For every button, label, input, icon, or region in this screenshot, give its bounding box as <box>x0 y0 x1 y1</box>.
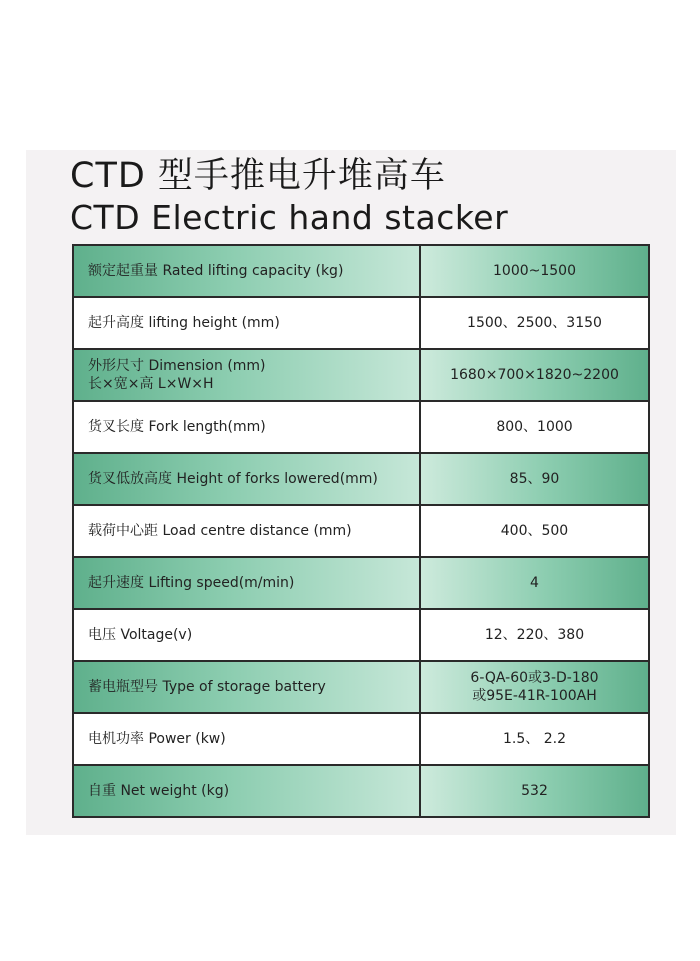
table-row-lifting-height <box>73 297 649 349</box>
row-value: 12、220、380 <box>420 609 649 661</box>
row-value: 1680×700×1820~2200 <box>420 349 649 401</box>
spec-table <box>72 244 650 818</box>
table-row-net-weight <box>73 765 649 817</box>
row-label: 货叉低放高度 Height of forks lowered(mm) <box>73 453 420 505</box>
row-label: 货叉长度 Fork length(mm) <box>73 401 420 453</box>
row-value-line1: 6-QA-60或3-D-180 <box>470 670 599 686</box>
row-value: 1.5、 2.2 <box>420 713 649 765</box>
row-value: 85、90 <box>420 453 649 505</box>
table-row-lifting-speed <box>73 557 649 609</box>
row-label: 电机功率 Power (kw) <box>73 713 420 765</box>
row-value: 400、500 <box>420 505 649 557</box>
title-chinese: CTD 型手推电升堆高车 <box>70 156 446 196</box>
table-row-load-centre <box>73 505 649 557</box>
row-label-line1: 外形尺寸 Dimension (mm) <box>88 358 266 374</box>
table-row-voltage <box>73 609 649 661</box>
row-label: 蓄电瓶型号 Type of storage battery <box>73 661 420 713</box>
row-value-line2: 或95E-41R-100AH <box>472 688 597 704</box>
table-row-forks-lowered <box>73 453 649 505</box>
title-english: CTD Electric hand stacker <box>70 198 509 237</box>
row-value: 4 <box>420 557 649 609</box>
row-label: 自重 Net weight (kg) <box>73 765 420 817</box>
table-row-fork-length <box>73 401 649 453</box>
table-row-rated-capacity <box>73 245 649 297</box>
table-row-battery <box>73 661 649 713</box>
row-label: 起升速度 Lifting speed(m/min) <box>73 557 420 609</box>
row-label: 载荷中心距 Load centre distance (mm) <box>73 505 420 557</box>
row-label-line2: 长×宽×高 L×W×H <box>88 376 214 392</box>
row-value: 800、1000 <box>420 401 649 453</box>
row-label: 电压 Voltage(v) <box>73 609 420 661</box>
table-row-power <box>73 713 649 765</box>
row-label: 起升高度 lifting height (mm) <box>73 297 420 349</box>
row-label <box>73 349 420 401</box>
row-value <box>420 661 649 713</box>
row-label: 额定起重量 Rated lifting capacity (kg) <box>73 245 420 297</box>
row-value: 1000~1500 <box>420 245 649 297</box>
table-row-dimension <box>73 349 649 401</box>
row-value: 1500、2500、3150 <box>420 297 649 349</box>
row-value: 532 <box>420 765 649 817</box>
